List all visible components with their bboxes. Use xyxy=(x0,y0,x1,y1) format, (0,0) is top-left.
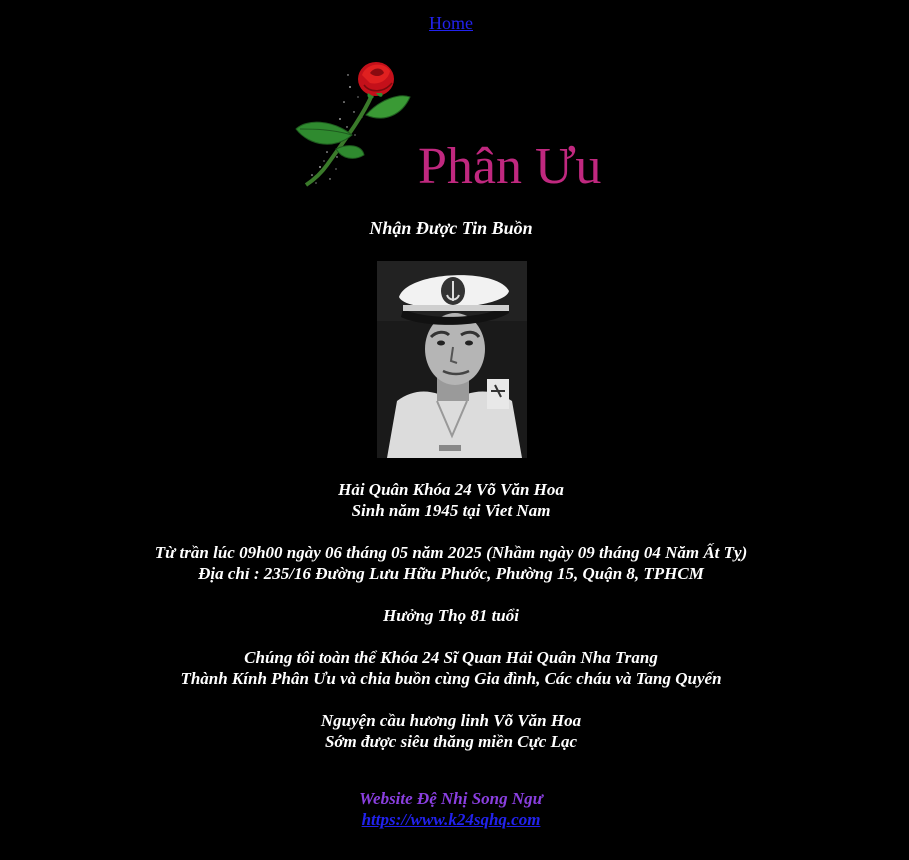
site-name: Website Đệ Nhị Song Ngư xyxy=(359,789,543,808)
site-url-link[interactable]: https://www.k24sqhq.com xyxy=(361,810,541,829)
announcement-age: Hưởng Thọ 81 tuổi xyxy=(383,606,519,625)
announcement-name: Hải Quân Khóa 24 Võ Văn Hoa xyxy=(338,480,564,499)
rose-image xyxy=(292,57,414,187)
announcement-condolence: Thành Kính Phân Ưu và chia buồn cùng Gia đình, Các cháu và Tang Quyến xyxy=(180,669,722,688)
announcement-prayer-2: Sớm được siêu thăng miền Cực Lạc xyxy=(324,732,578,751)
announcement-prayer-1: Nguyện cầu hương linh Võ Văn Hoa xyxy=(320,711,582,730)
announcement-from: Chúng tôi toàn thể Khóa 24 Sĩ Quan Hải Quân Nha Trang xyxy=(244,648,658,667)
portrait-photo xyxy=(377,261,527,458)
announcement-address: Địa chỉ : 235/16 Đường Lưu Hữu Phước, Phường 15, Quận 8, TPHCM xyxy=(198,564,704,583)
footer xyxy=(0,788,902,830)
announcement-death: Từ trần lúc 09h00 ngày 06 tháng 05 năm 2025 (Nhầm ngày 09 tháng 04 Năm Ất Tỵ) xyxy=(154,543,748,562)
page-subtitle: Nhận Được Tin Buồn xyxy=(369,218,533,238)
announcement-birth: Sinh năm 1945 tại Viet Nam xyxy=(351,501,551,520)
home-nav xyxy=(0,13,902,34)
announcement-text xyxy=(0,479,902,752)
page-title: Phân Ưu xyxy=(418,138,602,195)
home-link[interactable]: Home xyxy=(429,13,473,33)
